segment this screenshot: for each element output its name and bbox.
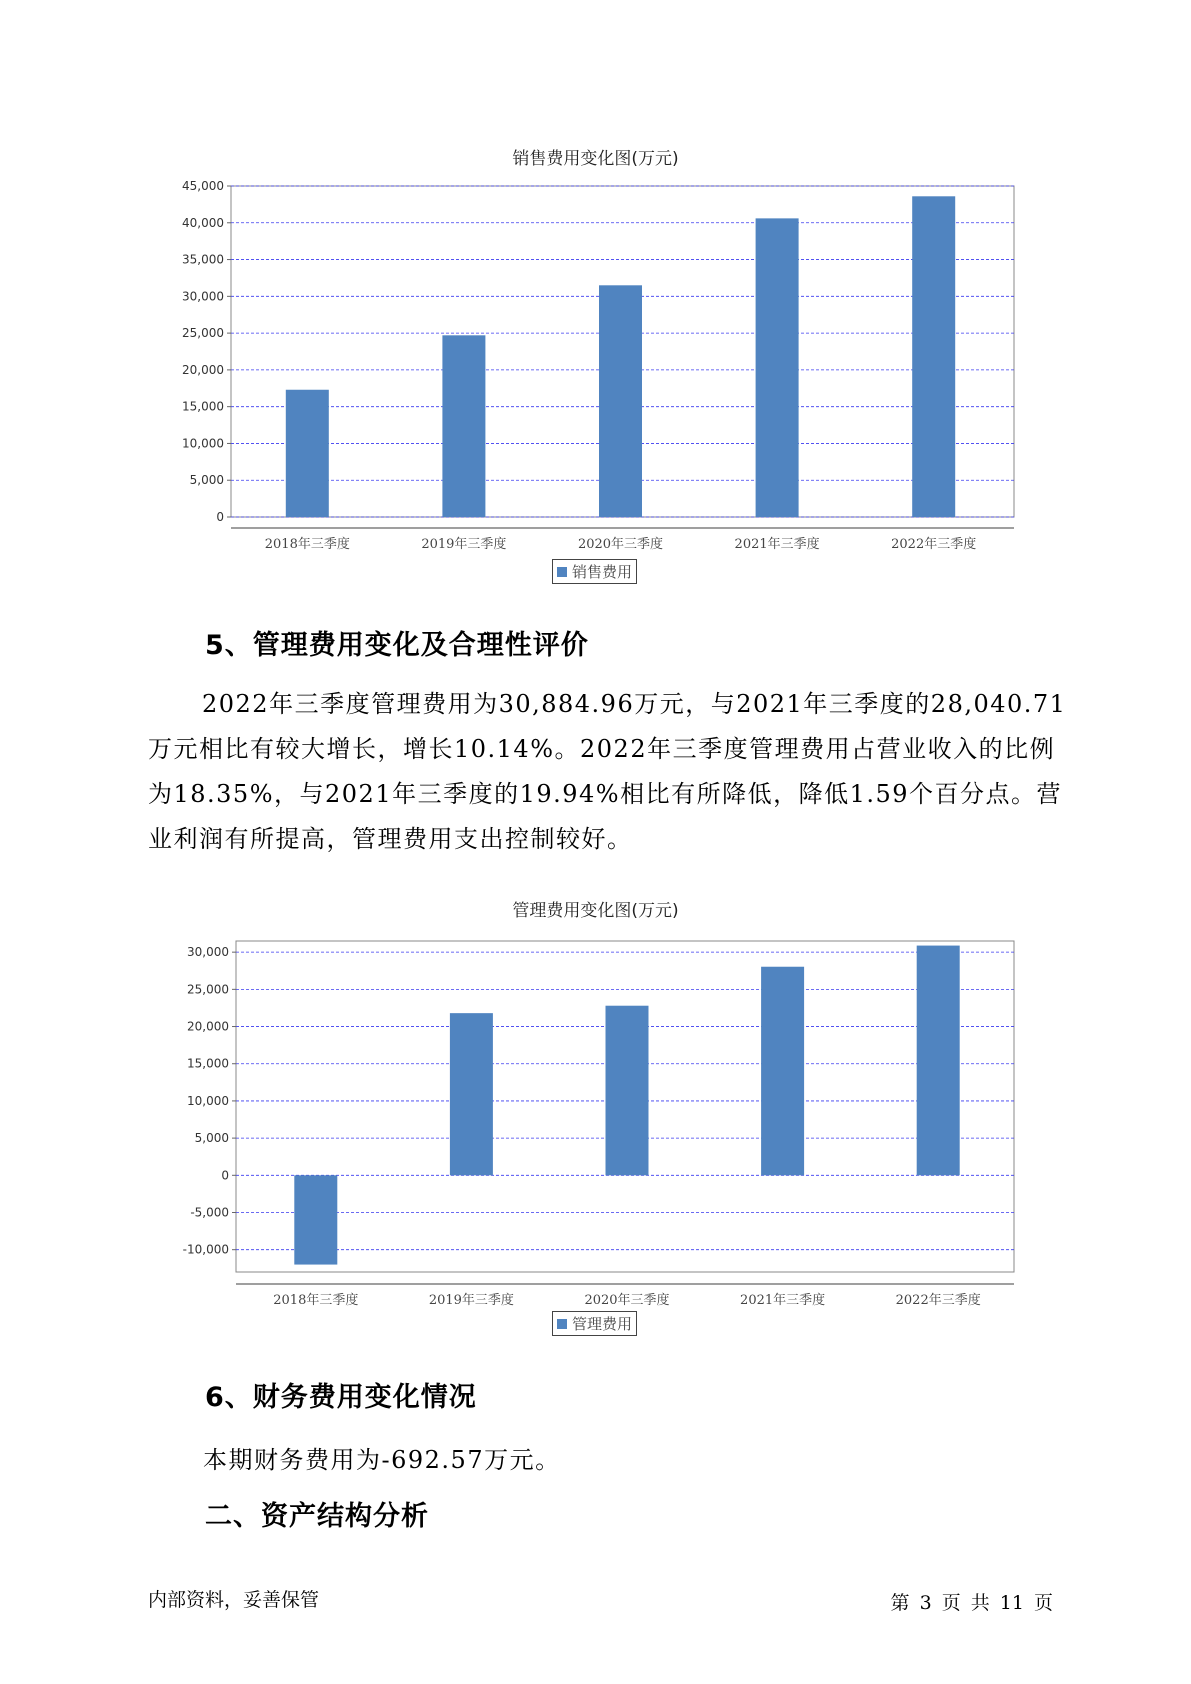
y-tick-label: 0 — [221, 1168, 229, 1183]
x-tick-label: 2022年三季度 — [895, 1293, 981, 1308]
x-tick-label: 2021年三季度 — [734, 537, 820, 552]
y-tick-label: 35,000 — [182, 252, 224, 267]
y-tick-label: 5,000 — [194, 1131, 229, 1146]
section6-heading: 6、财务费用变化情况 — [205, 1382, 477, 1413]
x-tick-label: 2018年三季度 — [264, 537, 350, 552]
chart1-title: 销售费用变化图(万元) — [512, 149, 679, 169]
y-tick-label: -5,000 — [190, 1205, 229, 1220]
y-tick-label: 15,000 — [187, 1056, 229, 1071]
y-tick-label: 15,000 — [182, 399, 224, 414]
y-tick-label: 30,000 — [187, 945, 229, 960]
bar — [917, 946, 960, 1176]
y-tick-label: -10,000 — [182, 1242, 229, 1257]
x-tick-label: 2019年三季度 — [428, 1293, 514, 1308]
bar — [606, 1006, 649, 1176]
y-tick-label: 45,000 — [182, 179, 224, 193]
chart2-title: 管理费用变化图(万元) — [512, 901, 679, 921]
section5-heading: 5、管理费用变化及合理性评价 — [205, 630, 589, 661]
y-tick-label: 20,000 — [187, 1019, 229, 1034]
y-tick-label: 25,000 — [182, 326, 224, 341]
y-tick-label: 10,000 — [187, 1093, 229, 1108]
bar — [761, 967, 804, 1176]
x-tick-label: 2020年三季度 — [584, 1293, 670, 1308]
bar — [294, 1175, 337, 1264]
footer-page-number: 第 3 页 共 11 页 — [890, 1592, 1053, 1614]
y-tick-label: 5,000 — [189, 473, 224, 488]
y-tick-label: 30,000 — [182, 289, 224, 304]
x-tick-label: 2018年三季度 — [273, 1293, 359, 1308]
y-tick-label: 0 — [216, 510, 224, 524]
section5-paragraph: 2022年三季度管理费用为30,884.96万元，与2021年三季度的28,040.71万元相比有较大增长，增长10.14%。2022年三季度管理费用占营业收入的比例为18.35%，与2021年三季度的19.94%相比有所降低，降低1.59个百分点。营业利润有所提高，管理费用支出控制较好。 — [148, 690, 1067, 853]
y-tick-label: 10,000 — [182, 436, 224, 451]
bar — [450, 1013, 493, 1175]
x-tick-label: 2019年三季度 — [421, 537, 507, 552]
x-tick-label: 2021年三季度 — [740, 1293, 826, 1308]
y-tick-label: 25,000 — [187, 982, 229, 997]
section6-paragraph: 本期财务费用为-692.57万元。 — [203, 1446, 561, 1474]
chart1-legend-label: 销售费用 — [572, 563, 633, 581]
chart2-legend-label: 管理费用 — [572, 1315, 633, 1333]
footer-confidential-note: 内部资料，妥善保管 — [148, 1589, 320, 1611]
x-tick-label: 2020年三季度 — [577, 537, 664, 552]
legend-swatch — [557, 1319, 567, 1329]
x-tick-label: 2022年三季度 — [891, 537, 977, 552]
chart2-legend — [552, 1311, 637, 1336]
y-tick-label: 40,000 — [182, 215, 224, 230]
y-tick-label: 20,000 — [182, 362, 224, 377]
assets-structure-heading: 二、资产结构分析 — [205, 1501, 429, 1532]
